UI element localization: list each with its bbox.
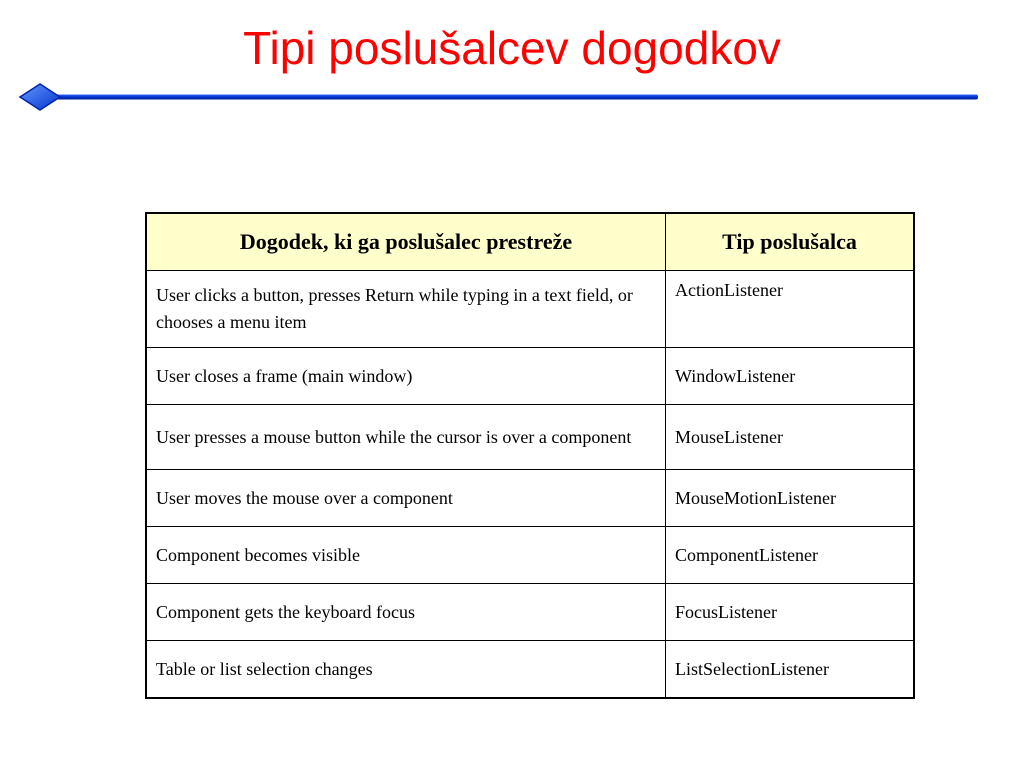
slide-title: Tipi poslušalcev dogodkov xyxy=(243,22,781,74)
table-row xyxy=(146,527,914,584)
listener-cell: MouseMotionListener xyxy=(666,470,915,527)
divider-line xyxy=(38,95,978,100)
table-row xyxy=(146,271,914,348)
event-cell: Component becomes visible xyxy=(146,527,666,584)
listener-cell: WindowListener xyxy=(666,348,915,405)
event-cell: User moves the mouse over a component xyxy=(146,470,666,527)
event-listener-table xyxy=(145,212,915,699)
table-row xyxy=(146,584,914,641)
table-row xyxy=(146,405,914,470)
diamond-icon xyxy=(20,84,60,110)
listener-cell: ActionListener xyxy=(666,271,915,348)
table-row xyxy=(146,470,914,527)
header-event: Dogodek, ki ga poslušalec prestreže xyxy=(146,213,666,271)
header-listener-type: Tip poslušalca xyxy=(666,213,915,271)
table-row xyxy=(146,641,914,699)
listener-cell: FocusListener xyxy=(666,584,915,641)
listener-cell: ComponentListener xyxy=(666,527,915,584)
table-row xyxy=(146,348,914,405)
table-header-row xyxy=(146,213,914,271)
event-cell: User closes a frame (main window) xyxy=(146,348,666,405)
event-cell: User presses a mouse button while the cursor is over a component xyxy=(146,405,666,470)
title-divider xyxy=(16,82,980,112)
listener-cell: ListSelectionListener xyxy=(666,641,915,699)
listener-cell: MouseListener xyxy=(666,405,915,470)
event-cell: User clicks a button, presses Return while typing in a text field, or chooses a menu item xyxy=(146,271,666,348)
event-cell: Table or list selection changes xyxy=(146,641,666,699)
event-cell: Component gets the keyboard focus xyxy=(146,584,666,641)
